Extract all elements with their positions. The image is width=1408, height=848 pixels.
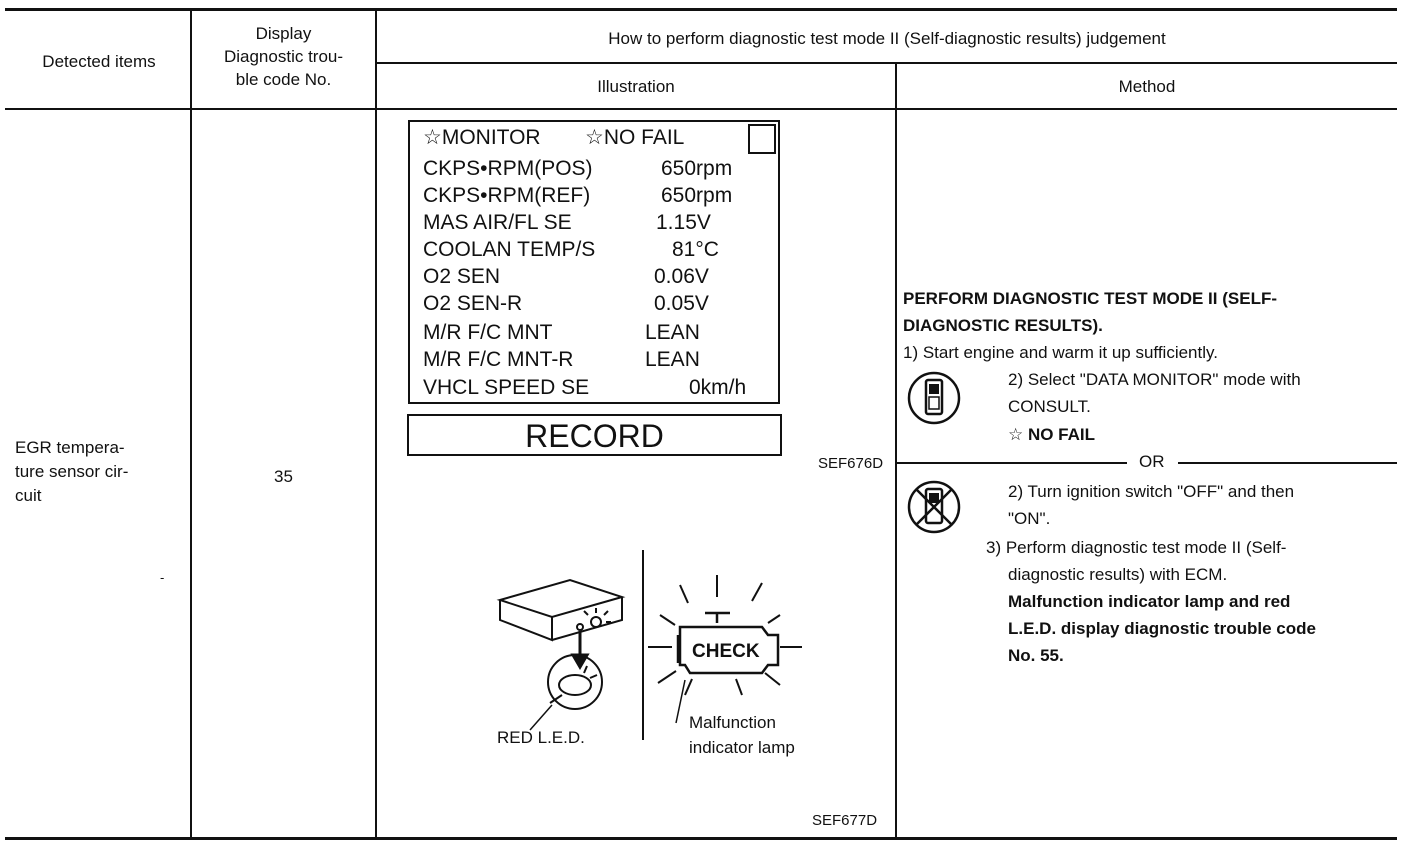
detected-item-text [15, 436, 185, 508]
method-result [1008, 588, 1316, 669]
stray-dash: - [160, 570, 165, 585]
header-display-code [192, 22, 375, 91]
malfunction-line: Malfunction [689, 713, 776, 732]
red-led-label: RED L.E.D. [497, 728, 585, 747]
col-divider-3 [895, 62, 897, 840]
col-divider-2 [375, 8, 377, 840]
method-step2a-line: CONSULT. [1008, 397, 1091, 416]
method-result-line: L.E.D. display diagnostic trouble code [1008, 619, 1316, 638]
header-bottom-border [5, 108, 1397, 110]
method-step2b [1008, 478, 1294, 532]
monitor-row-value: 0.06V [654, 265, 709, 288]
monitor-row-value: 81°C [672, 238, 719, 261]
header-illustration: Illustration [597, 77, 675, 96]
trouble-code: 35 [274, 467, 293, 486]
arrow-icon [573, 631, 587, 667]
table-bottom-border [5, 837, 1397, 840]
monitor-row-label: CKPS•RPM(REF) [423, 184, 591, 207]
monitor-row-label: MAS AIR/FL SE [423, 211, 572, 234]
lamp-leader-line [676, 680, 685, 723]
monitor-row-value: 650rpm [661, 157, 733, 180]
monitor-checkbox-icon [748, 124, 776, 154]
malfunction-line: indicator lamp [689, 738, 795, 757]
detected-item-line: ture sensor cir- [15, 462, 129, 481]
monitor-title-right: ☆NO FAIL [585, 126, 685, 149]
header-display-line: Display [255, 24, 312, 43]
monitor-row-value: 1.15V [656, 211, 711, 234]
header-detected-items: Detected items [42, 52, 156, 71]
consult-icon [905, 369, 963, 427]
method-step2a [1008, 366, 1301, 420]
monitor-row-label: COOLAN TEMP/S [423, 238, 596, 261]
monitor-row-label: O2 SEN [423, 265, 501, 288]
header-method: Method [1118, 77, 1176, 96]
method-step2b-line: "ON". [1008, 509, 1051, 528]
header-how-to: How to perform diagnostic test mode II (Self-diagnostic results) judgement [608, 29, 1166, 48]
monitor-row-value: 0km/h [689, 376, 747, 399]
monitor-row-label: M/R F/C MNT [423, 321, 553, 344]
no-consult-icon [905, 478, 963, 536]
or-line-left [897, 462, 1127, 464]
col-divider-1 [190, 8, 192, 840]
method-title-line: DIAGNOSTIC RESULTS). [903, 316, 1103, 335]
monitor-row-value: LEAN [645, 321, 700, 344]
monitor-row-value: 650rpm [661, 184, 733, 207]
method-step1: 1) Start engine and warm it up sufficiently. [903, 343, 1218, 362]
monitor-row-label: CKPS•RPM(POS) [423, 157, 593, 180]
monitor-row-label: O2 SEN-R [423, 292, 523, 315]
detected-item-line: cuit [15, 486, 42, 505]
header-display-line: Diagnostic trou- [223, 47, 344, 66]
method-step2a-line: 2) Select "DATA MONITOR" mode with [1008, 370, 1301, 389]
monitor-row-value: 0.05V [654, 292, 709, 315]
monitor-title-left: ☆MONITOR [423, 126, 541, 149]
method-result-line: Malfunction indicator lamp and red [1008, 592, 1291, 611]
method-nofail: ☆ NO FAIL [1008, 425, 1096, 444]
monitor-row-label: VHCL SPEED SE [423, 376, 590, 399]
method-result-line: No. 55. [1008, 646, 1064, 665]
header-display-line: ble code No. [235, 70, 332, 89]
figure-code-2: SEF677D [812, 812, 878, 829]
led-leader-line [530, 705, 552, 730]
method-step2b-line: 2) Turn ignition switch "OFF" and then [1008, 482, 1295, 501]
or-line-right [1178, 462, 1397, 464]
check-text: CHECK [692, 641, 760, 662]
method-step3 [986, 534, 1286, 588]
monitor-row-value: LEAN [645, 348, 700, 371]
table-top-border [5, 8, 1397, 11]
method-title-line: PERFORM DIAGNOSTIC TEST MODE II (SELF- [903, 289, 1277, 308]
method-title [903, 285, 1277, 339]
figure-code-1: SEF676D [818, 455, 884, 472]
monitor-row-label: M/R F/C MNT-R [423, 348, 574, 371]
header-mid-border [376, 62, 1397, 64]
method-step3-line: 3) Perform diagnostic test mode II (Self- [986, 538, 1287, 557]
method-step3-line: diagnostic results) with ECM. [1008, 565, 1228, 584]
detected-item-line: EGR tempera- [15, 438, 125, 457]
red-led-icon [548, 655, 602, 709]
or-label: OR [1139, 452, 1165, 471]
malfunction-label [689, 710, 795, 760]
ecm-box-icon [500, 580, 622, 640]
record-button: RECORD [407, 414, 782, 456]
